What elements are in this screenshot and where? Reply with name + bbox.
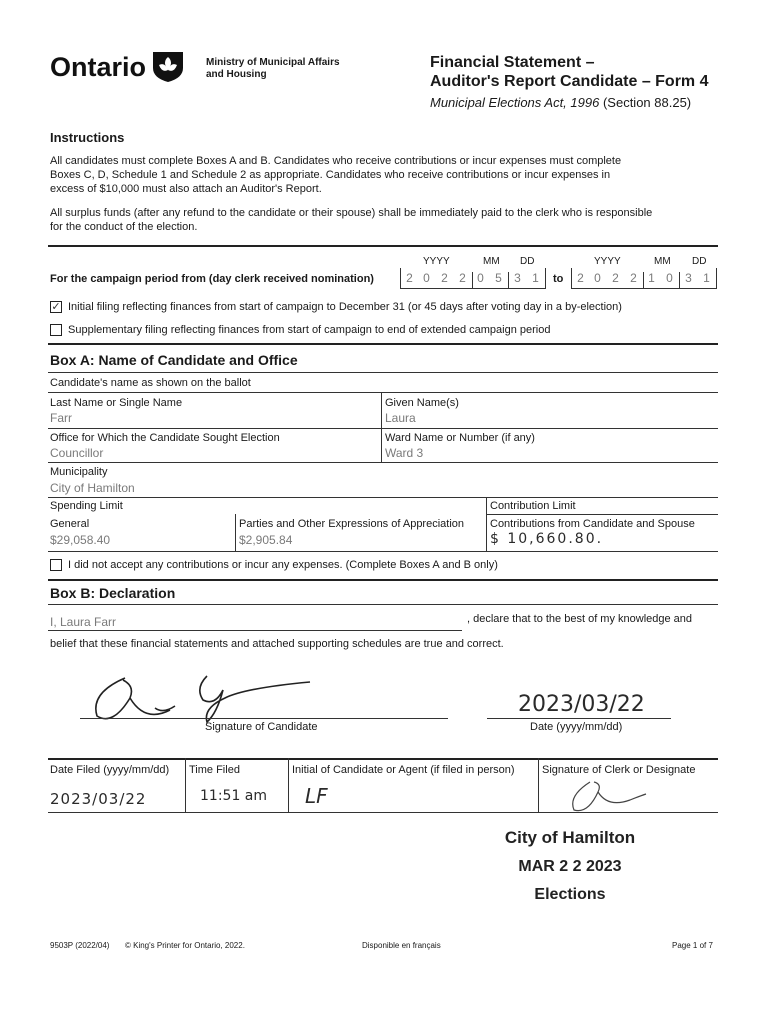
no-contributions-label: I did not accept any contributions or incur any expenses. (Complete Boxes A and B only) [68,559,498,571]
general-label: General [50,518,90,530]
field-divider [235,514,236,551]
divider [48,462,718,463]
from-yyyy-header: YYYY [423,256,450,267]
declarant-name-field[interactable]: I, Laura Farr [50,615,117,629]
declaration-date-field[interactable]: 2023/03/22 [518,692,645,717]
instructions-line: excess of $10,000 must also attach an Auditor's Report. [50,183,322,195]
divider [486,514,718,515]
to-date-field[interactable] [571,268,717,289]
to-mm-header: MM [654,256,671,267]
instructions-line: Boxes C, D, Schedule 1 and Schedule 2 as appropriate. Candidates who receive contributions or incur expenses in [50,169,611,181]
from-digit: 0 [423,271,430,285]
divider [48,579,718,581]
parties-label: Parties and Other Expressions of Appreciation [239,518,465,530]
from-mm-header: MM [483,256,500,267]
clerk-signature-label: Signature of Clerk or Designate [542,764,696,776]
instructions-line: for the conduct of the election. [50,221,198,233]
from-digit: 2 [459,271,466,285]
ministry-line-2: and Housing [206,69,267,80]
last-name-label: Last Name or Single Name [50,397,183,409]
to-digit: 2 [630,271,637,285]
to-yyyy-header: YYYY [594,256,621,267]
parties-limit-field[interactable]: $2,905.84 [239,533,293,547]
from-digit: 5 [495,271,502,285]
given-name-field[interactable]: Laura [385,411,416,425]
page-number: Page 1 of 7 [672,941,713,950]
divider [48,343,718,345]
instructions-heading: Instructions [50,130,125,145]
from-date-field[interactable] [400,268,546,289]
ward-label: Ward Name or Number (if any) [385,432,535,444]
signature-label: Signature of Candidate [205,721,318,733]
to-digit: 0 [594,271,601,285]
ministry-line-1: Ministry of Municipal Affairs [206,57,340,68]
date-filed-field[interactable]: 2023/03/22 [50,790,147,808]
ontario-trillium-icon [150,48,186,89]
municipality-label: Municipality [50,466,108,478]
to-dd-header: DD [692,256,707,267]
french-link[interactable]: Disponible en français [362,941,441,950]
office-label: Office for Which the Candidate Sought Election [50,432,280,444]
from-dd-header: DD [520,256,535,267]
from-digit: 1 [532,271,539,285]
supplementary-filing-label: Supplementary filing reflecting finances from start of campaign to end of extended campaign period [68,324,551,336]
to-digit: 0 [666,271,673,285]
stamp-department: Elections [534,886,606,903]
form-code: 9503P (2022/04) [50,941,110,950]
to-label: to [553,273,564,285]
instructions-paragraph-2 [50,206,652,234]
general-limit-field[interactable]: $29,058.40 [50,533,111,547]
act-name: Municipal Elections Act, 1996 [430,95,600,110]
ministry-name [206,57,340,81]
last-name-field[interactable]: Farr [50,411,72,425]
to-digit: 2 [577,271,584,285]
field-divider [288,758,289,813]
office-field[interactable]: Councillor [50,446,104,460]
supplementary-filing-checkbox[interactable] [50,324,62,336]
from-digit: 2 [441,271,448,285]
campaign-period-label: For the campaign period from (day clerk received nomination) [50,273,374,285]
divider [48,497,718,498]
ballot-name-label: Candidate's name as shown on the ballot [50,377,251,389]
contrib-candidate-label: Contributions from Candidate and Spouse [490,518,695,530]
contribution-limit-label: Contribution Limit [490,500,576,512]
field-divider [185,758,186,813]
received-stamp [480,828,660,904]
stamp-city: City of Hamilton [504,828,636,847]
signature-line [80,718,448,719]
act-section: (Section 88.25) [602,95,692,110]
clerk-signature [560,778,650,823]
from-digit: 3 [514,271,521,285]
box-b-heading: Box B: Declaration [50,585,176,601]
instructions-paragraph-1 [50,154,621,196]
divider [48,551,718,552]
act-reference [430,95,691,110]
field-divider [381,392,382,429]
initial-field[interactable]: LF [305,784,328,808]
field-divider [486,497,487,551]
instructions-line: All surplus funds (after any refund to the candidate or their spouse) shall be immediately paid to the clerk who is responsible [50,207,653,219]
divider [48,245,718,247]
divider [48,604,718,605]
date-filed-label: Date Filed (yyyy/mm/dd) [50,764,170,776]
from-digit: 0 [477,271,484,285]
given-name-label: Given Name(s) [385,397,459,409]
date-label: Date (yyyy/mm/dd) [530,721,623,733]
to-digit: 1 [648,271,655,285]
to-digit: 2 [612,271,619,285]
no-contributions-checkbox[interactable] [50,559,62,571]
date-line [487,718,671,719]
ward-field[interactable]: Ward 3 [385,446,424,460]
belief-text: belief that these financial statements and attached supporting schedules are true and correct. [50,638,504,650]
stamp-date: MAR 2 2 2023 [518,858,622,875]
contribution-limit-field[interactable]: $ 10,660.80. [490,531,604,547]
spending-limit-label: Spending Limit [50,500,123,512]
field-divider [538,758,539,813]
municipality-field[interactable]: City of Hamilton [50,481,135,495]
divider [48,758,718,760]
form-title [430,53,709,91]
form-title-line-2: Auditor's Report Candidate – Form 4 [430,73,709,90]
divider [48,812,718,813]
declarant-line [48,630,462,631]
box-a-heading: Box A: Name of Candidate and Office [50,352,298,368]
declare-text: , declare that to the best of my knowledge and [467,613,693,625]
time-filed-label: Time Filed [189,764,240,776]
divider [48,372,718,373]
initial-filing-checkbox[interactable]: ✓ [51,301,61,313]
divider [48,392,718,393]
instructions-line: All candidates must complete Boxes A and B. Candidates who receive contributions or incur expenses must complete [50,155,622,167]
from-digit: 2 [406,271,413,285]
field-divider [381,428,382,463]
form-title-line-1: Financial Statement – [430,54,595,71]
initial-filing-label: Initial filing reflecting finances from start of campaign to December 31 (or 45 days after voting day in a by-election) [68,301,622,313]
to-digit: 3 [685,271,692,285]
copyright: © King's Printer for Ontario, 2022. [125,941,245,950]
to-digit: 1 [703,271,710,285]
time-filed-field[interactable]: 11:51 am [200,788,268,804]
ontario-logo-text: Ontario [50,52,147,82]
divider [48,428,718,429]
initial-label: Initial of Candidate or Agent (if filed in person) [292,764,515,776]
